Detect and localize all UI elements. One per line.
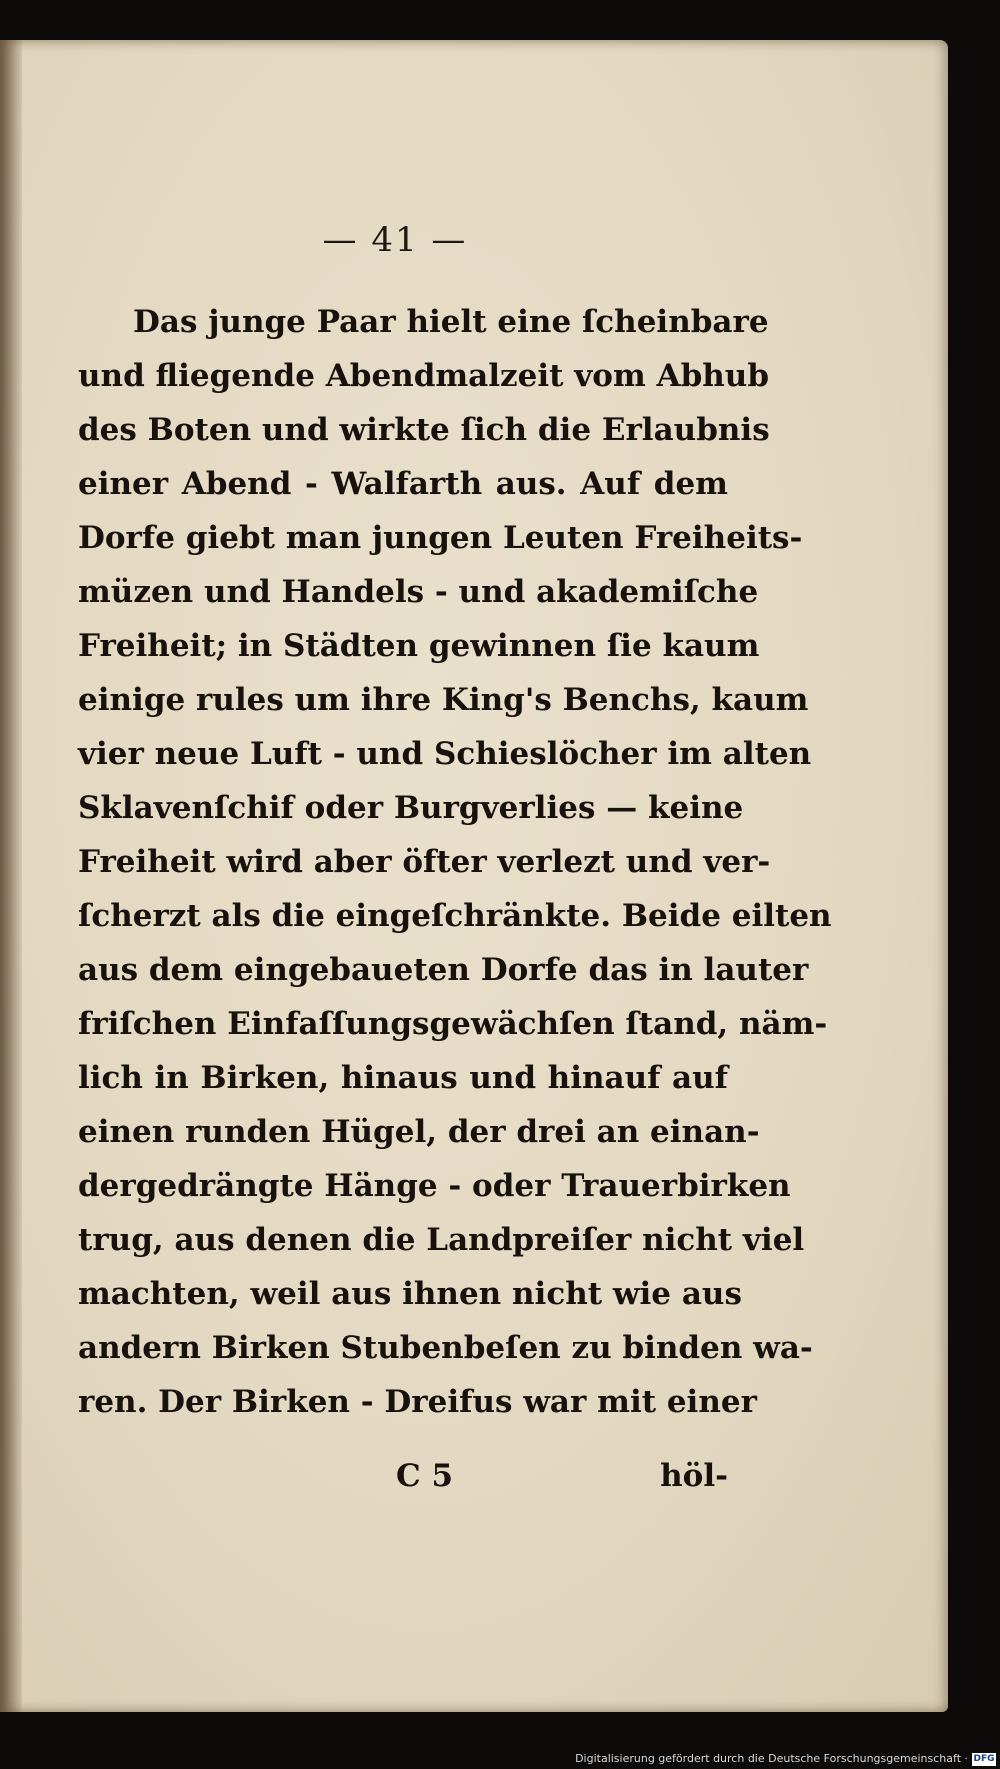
text-line: des Boten und wirkte ſich die Erlaubnis bbox=[78, 412, 770, 448]
funding-credit: Digitalisierung gefördert durch die Deutsche Forschungsgemeinschaft · bbox=[575, 1752, 968, 1765]
text-line: friſchen Einfaſſungsgewächſen ſtand, näm- bbox=[78, 1006, 828, 1042]
page-gutter-shadow bbox=[0, 40, 22, 1712]
text-line: Freiheit wird aber öfter verlezt und ver- bbox=[78, 844, 771, 880]
text-line: dergedrängte Hänge - oder Trauerbirken bbox=[78, 1168, 791, 1204]
text-line: ſcherzt als die eingeſchränkte. Beide eilten bbox=[78, 898, 832, 934]
text-line: andern Birken Stubenbeſen zu binden wa- bbox=[78, 1330, 813, 1366]
signature-mark: C 5 bbox=[396, 1458, 454, 1494]
text-line: lich in Birken, hinaus und hinauf auf bbox=[78, 1060, 728, 1096]
page-number-header: — 41 — bbox=[322, 220, 468, 260]
text-line: einen runden Hügel, der drei an einan- bbox=[78, 1114, 760, 1150]
text-line: aus dem eingebaueten Dorfe das in lauter bbox=[78, 952, 809, 988]
text-line: und fliegende Abendmalzeit vom Abhub bbox=[78, 358, 770, 394]
page-footer bbox=[78, 1458, 728, 1512]
text-line: einige rules um ihre King's Benchs, kaum bbox=[78, 682, 809, 718]
text-line: vier neue Luft - und Schieslöcher im alten bbox=[78, 736, 812, 772]
catchword: höl- bbox=[660, 1458, 728, 1494]
text-line: Sklavenſchif oder Burgverlies — keine bbox=[78, 790, 744, 826]
text-line: Dorfe giebt man jungen Leuten Freiheits- bbox=[78, 520, 803, 556]
text-line: machten, weil aus ihnen nicht wie aus bbox=[78, 1276, 742, 1312]
text-line: müzen und Handels - und akademiſche bbox=[78, 574, 759, 610]
text-line: trug, aus denen die Landpreiſer nicht viel bbox=[78, 1222, 805, 1258]
text-line: einer Abend - Walfarth aus. Auf dem bbox=[78, 466, 728, 502]
text-line: Freiheit; in Städten gewinnen ſie kaum bbox=[78, 628, 760, 664]
book-page bbox=[0, 40, 948, 1712]
dfg-logo-icon: DFG bbox=[973, 1754, 995, 1764]
text-line: Das junge Paar hielt eine ſcheinbare bbox=[133, 304, 769, 340]
text-line: ren. Der Birken - Dreifus war mit einer bbox=[78, 1384, 757, 1420]
body-text bbox=[78, 295, 832, 1429]
